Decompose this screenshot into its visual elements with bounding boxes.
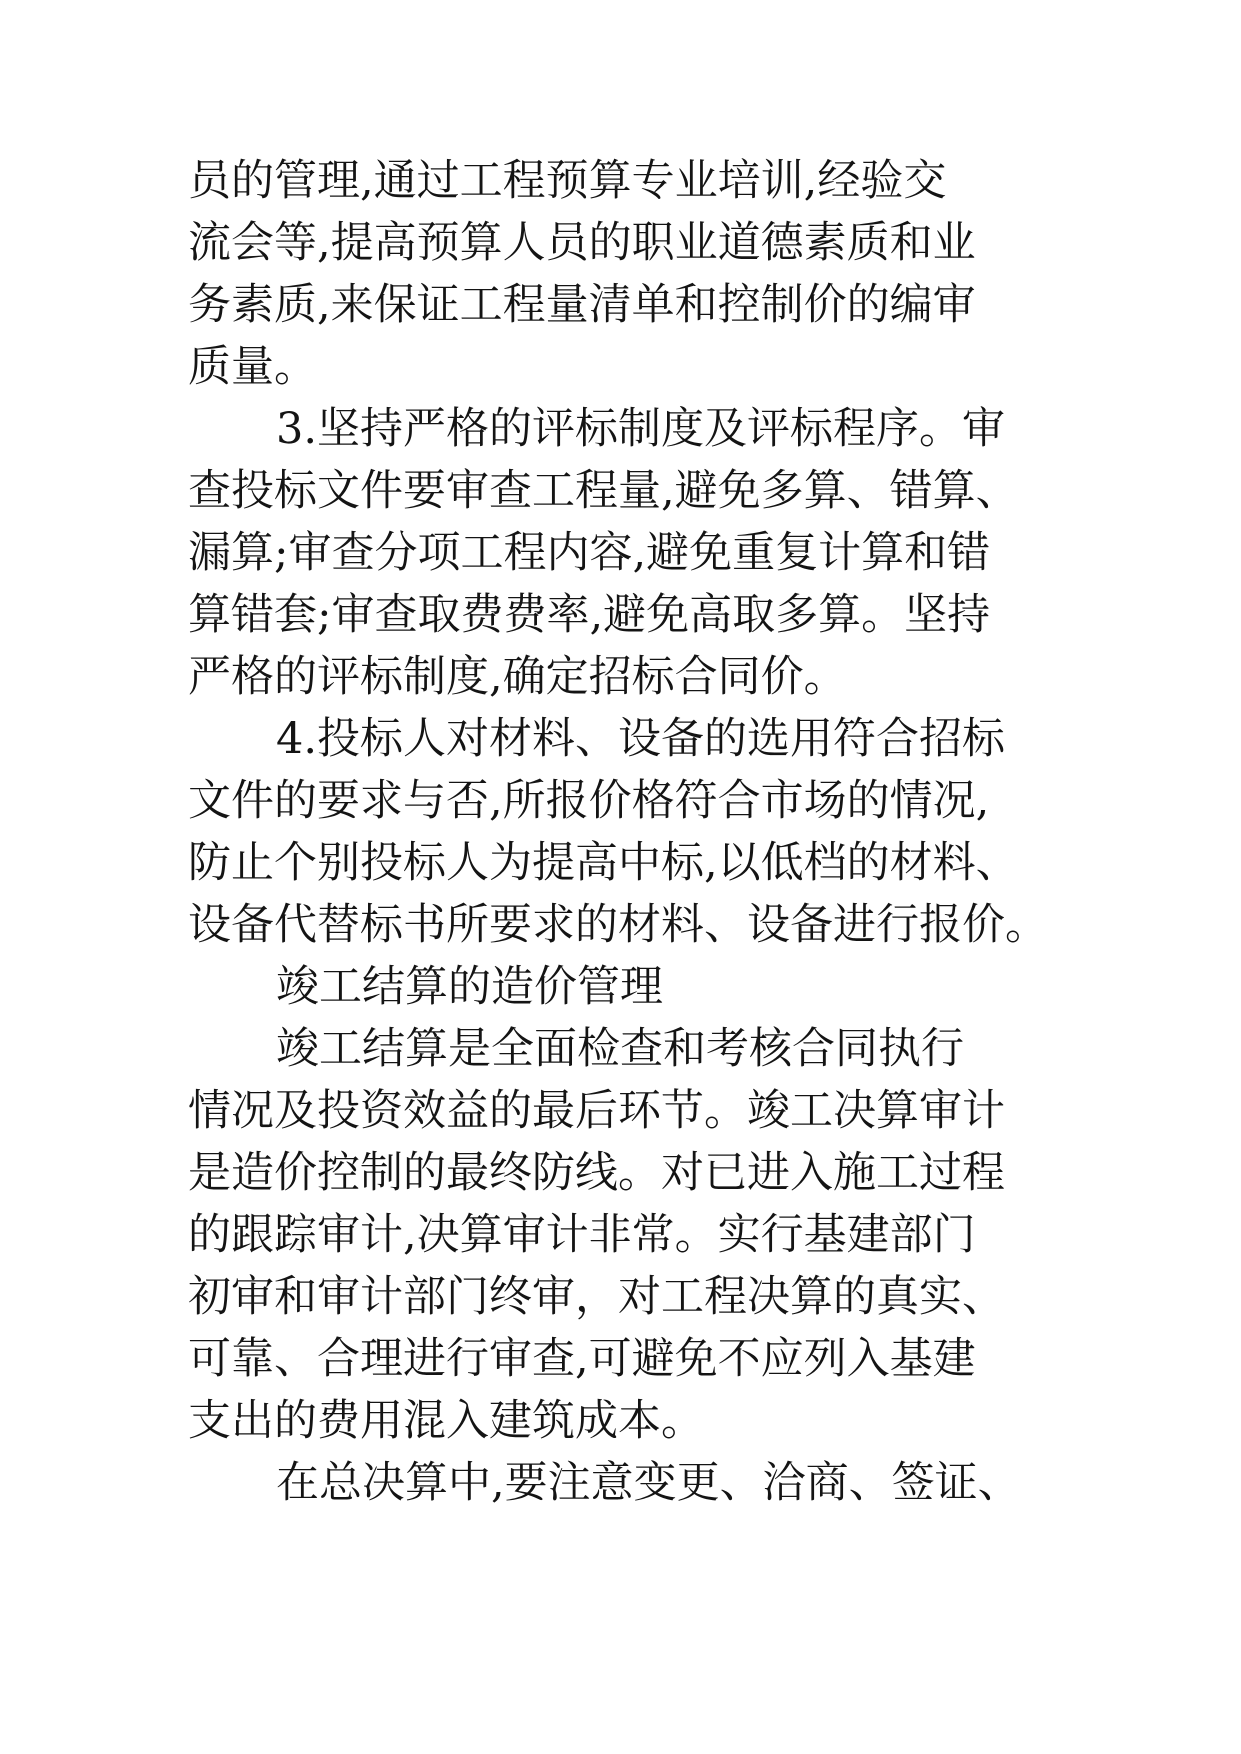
text-line: 防止个别投标人为提高中标,以低档的材料、 <box>188 838 1019 888</box>
text-line: 文件的要求与否,所报价格符合市场的情况, <box>188 776 990 826</box>
text-line: 员的管理,通过工程预算专业培训,经验交 <box>188 156 947 206</box>
text-line: 质量。 <box>188 342 317 392</box>
text-line: 竣工结算是全面检查和考核合同执行 <box>276 1024 964 1074</box>
text-line: 的跟踪审计,决算审计非常。实行基建部门 <box>188 1210 976 1260</box>
section-heading: 竣工结算的造价管理 <box>276 962 663 1012</box>
text-line: 情况及投资效益的最后环节。竣工决算审计 <box>188 1086 1005 1136</box>
text-line: 严格的评标制度,确定招标合同价。 <box>188 652 847 702</box>
text-line: 流会等,提高预算人员的职业道德素质和业 <box>188 218 976 268</box>
text-line: 初审和审计部门终审，对工程决算的真实、 <box>188 1272 1005 1322</box>
text-line: 4.投标人对材料、设备的选用符合招标 <box>276 714 1006 764</box>
text-line: 3.坚持严格的评标制度及评标程序。审 <box>276 404 1006 454</box>
text-line: 务素质,来保证工程量清单和控制价的编审 <box>188 280 976 330</box>
text-line: 可靠、合理进行审查,可避免不应列入基建 <box>188 1334 976 1384</box>
text-line: 是造价控制的最终防线。对已进入施工过程 <box>188 1148 1005 1198</box>
text-line: 在总决算中,要注意变更、洽商、签证、 <box>276 1458 1021 1508</box>
text-line: 漏算;审查分项工程内容,避免重复计算和错 <box>188 528 991 578</box>
text-line: 支出的费用混入建筑成本。 <box>188 1396 704 1446</box>
text-line: 查投标文件要审查工程量,避免多算、错算、 <box>188 466 1019 516</box>
body-text <box>188 150 1088 1514</box>
text-line: 设备代替标书所要求的材料、设备进行报价。 <box>188 900 1048 950</box>
text-line: 算错套;审查取费费率,避免高取多算。坚持 <box>188 590 991 640</box>
